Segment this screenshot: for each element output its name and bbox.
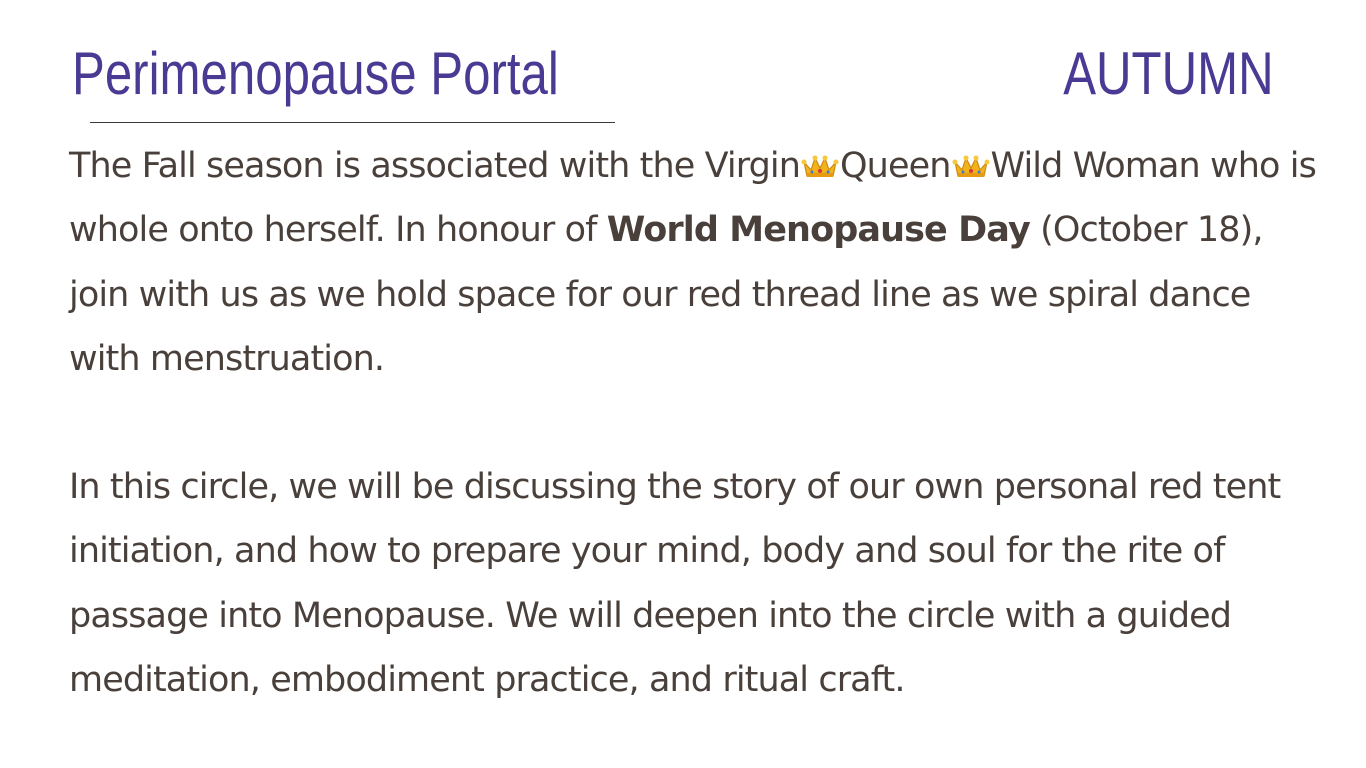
intro-paragraph [69,134,1329,391]
season-heading: AUTUMN [1063,40,1274,107]
intro-text-1: The Fall season is associated with the Virgin [69,146,801,186]
page-title: Perimenopause Portal [72,40,559,107]
circle-paragraph: In this circle, we will be discussing the story of our own personal red tent initiation, and how to prepare your mind, body and soul for the rite of passage into Menopause. We will deepen into the circle with a guided meditation, embodiment practice, and ritual craft. [69,467,1281,701]
crown-icon [801,154,839,180]
title-underline [90,122,615,123]
event-name: World Menopause Day [606,210,1030,251]
intro-text-2: Queen [840,146,951,186]
paragraph-spacer [69,391,1329,455]
crown-icon [952,154,990,180]
intro-text-3: Wild Woman who is whole onto herself. In honour of [69,146,1316,251]
intro-text-4: (October 18), join with us as we hold space for our red thread line as we spiral dance with menstruation. [69,210,1263,379]
main-content [69,134,1329,712]
